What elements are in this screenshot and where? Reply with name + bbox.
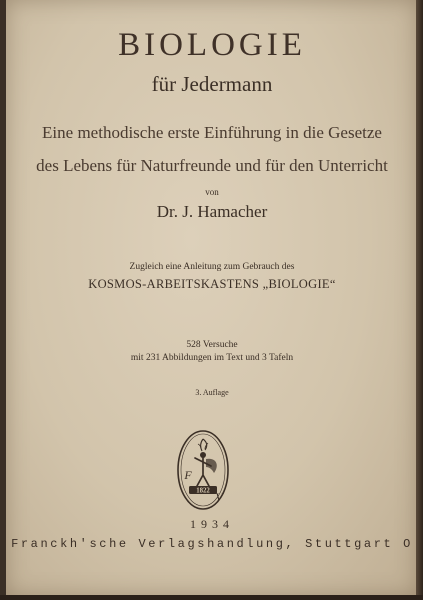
publication-year: 1934 (190, 517, 234, 531)
illustrations-note: mit 231 Abbildungen im Text und 3 Tafeln (130, 353, 294, 363)
emblem-year: 1822 (196, 487, 210, 495)
publisher-name: Franckh'sche Verlagshandlung, Stuttgart O (11, 537, 413, 551)
emblem-letter-right: V (215, 490, 223, 504)
note-line-1: Zugleich eine Anleitung zum Gebrauch des (129, 262, 295, 272)
publisher-emblem-icon (176, 429, 230, 511)
by-label: von (205, 187, 219, 197)
note-line-2: KOSMOS-ARBEITSKASTENS „BIOLOGIE“ (88, 277, 336, 291)
author-name: Dr. J. Hamacher (156, 202, 268, 221)
edition-label: 3. Auflage (195, 388, 229, 397)
experiments-count: 528 Versuche (186, 340, 238, 350)
description-line-1: Eine methodische erste Einführung in die Gesetze (42, 123, 382, 142)
book-bottom-edge (0, 595, 423, 600)
emblem-letter-left: F (184, 468, 192, 482)
description-line-2: des Lebens für Naturfreunde und für den Unterricht (36, 156, 388, 175)
book-subtitle: für Jedermann (151, 72, 273, 96)
book-title: BIOLOGIE (118, 27, 306, 63)
